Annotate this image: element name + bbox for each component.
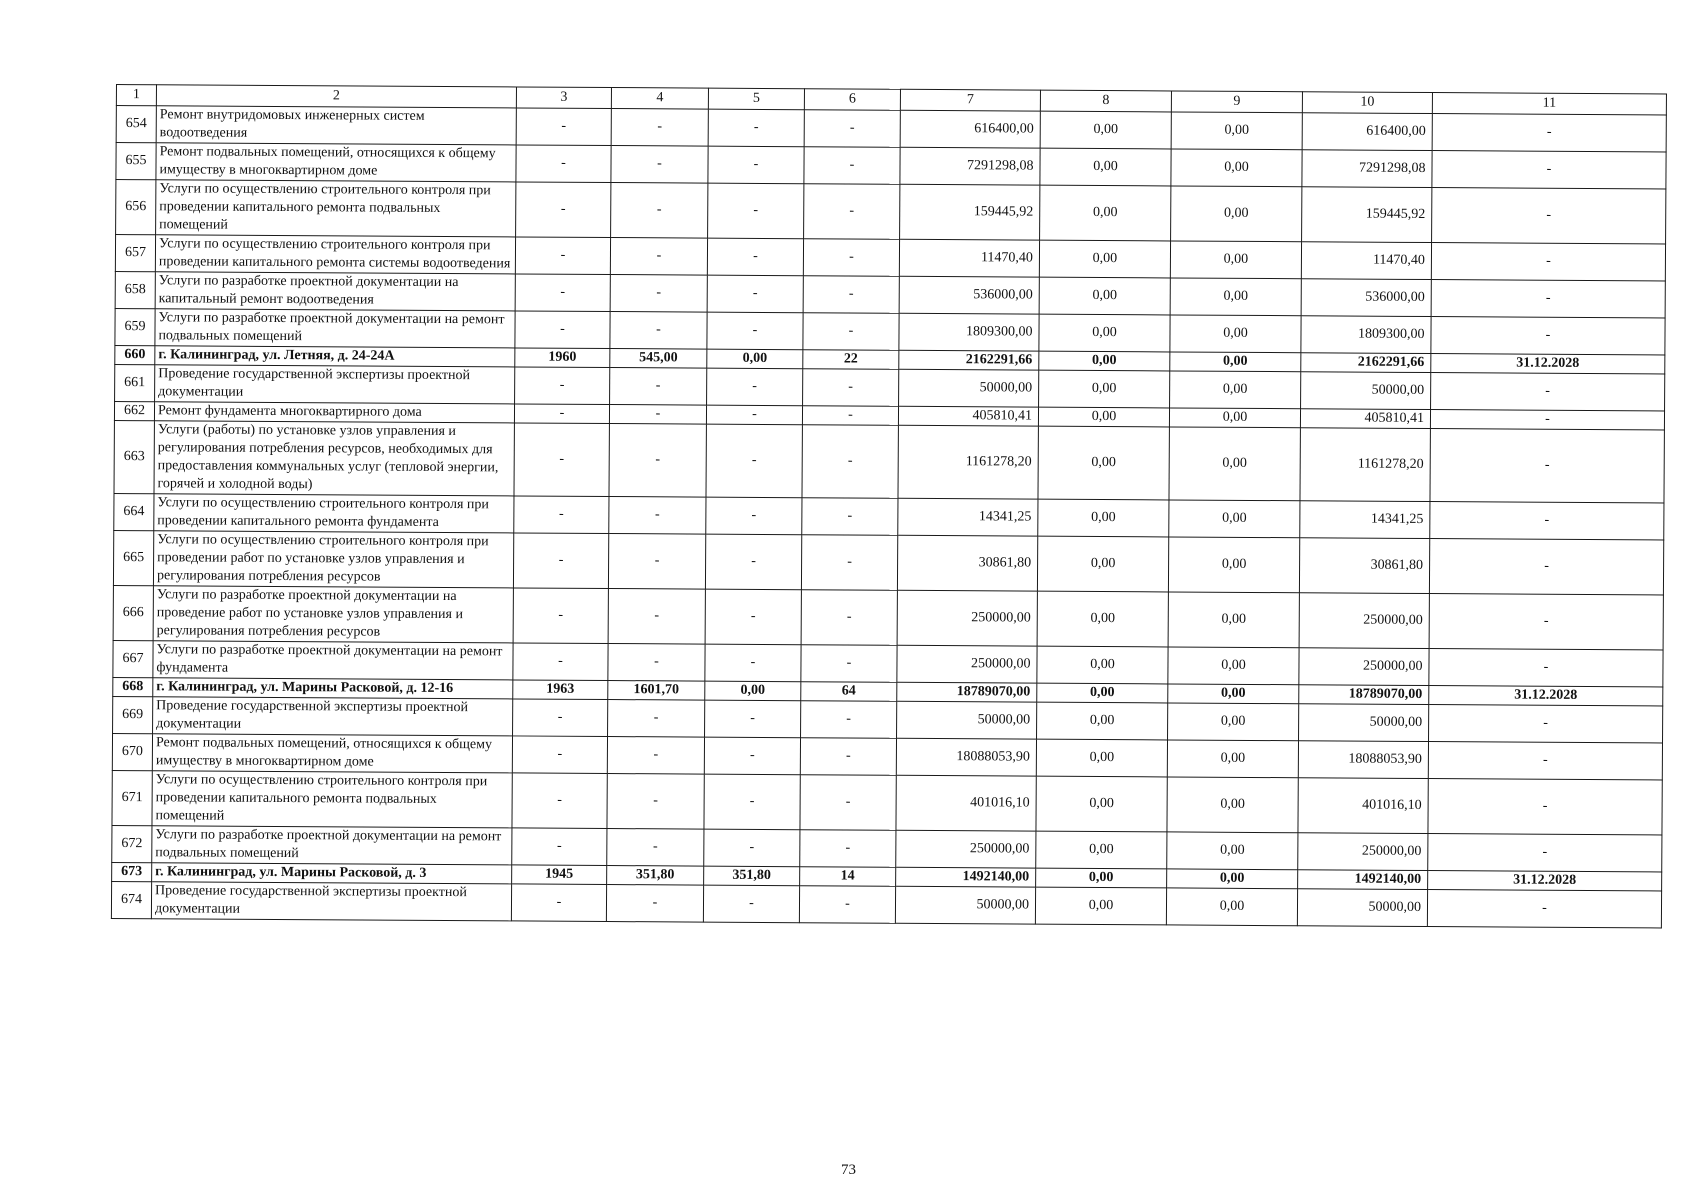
- cost-regional-cell: 0,00: [1171, 149, 1302, 187]
- cost-regional-cell: 0,00: [1168, 647, 1299, 685]
- cost-owners-cell: 30861,80: [1299, 538, 1429, 594]
- cost-total-cell: 536000,00: [899, 276, 1039, 314]
- residents-cell: -: [800, 830, 896, 868]
- cost-owners-cell: 401016,10: [1298, 778, 1428, 834]
- table-row: [116, 180, 1666, 244]
- area-total-cell: 1601,70: [608, 681, 705, 701]
- deadline-cell: -: [1430, 429, 1664, 503]
- residents-cell: -: [803, 313, 899, 351]
- page-number: 73: [841, 1162, 856, 1178]
- cost-federal-cell: 0,00: [1037, 646, 1168, 684]
- col-header-8: 8: [1040, 90, 1171, 112]
- cost-federal-cell: 0,00: [1037, 591, 1168, 647]
- area-other-cell: -: [705, 644, 801, 682]
- cost-owners-cell: 11470,40: [1301, 242, 1431, 280]
- year-built-cell: -: [513, 643, 608, 681]
- cost-regional-cell: 0,00: [1168, 592, 1299, 648]
- year-built-cell: -: [515, 367, 610, 405]
- year-built-cell: -: [512, 736, 607, 774]
- residents-cell: 64: [801, 682, 897, 702]
- col-header-11: 11: [1432, 93, 1666, 115]
- residents-cell: -: [799, 886, 895, 924]
- area-other-cell: -: [704, 774, 800, 830]
- cost-regional-cell: 0,00: [1170, 278, 1301, 316]
- cost-total-cell: 18789070,00: [897, 682, 1037, 702]
- cost-federal-cell: 0,00: [1039, 240, 1170, 278]
- area-other-cell: -: [705, 589, 801, 645]
- cost-total-cell: 2162291,66: [899, 350, 1039, 370]
- area-other-cell: -: [704, 829, 800, 867]
- cost-owners-cell: 616400,00: [1302, 113, 1432, 151]
- col-header-1: 1: [116, 85, 156, 106]
- cost-total-cell: 50000,00: [895, 886, 1035, 924]
- work-name-cell: Услуги по осуществлению строительного контроля при проведении капитального ремонта подвальных помещений: [156, 180, 516, 237]
- cost-owners-cell: 50000,00: [1297, 889, 1427, 927]
- area-other-cell: 0,00: [705, 681, 801, 701]
- area-other-cell: -: [705, 534, 801, 590]
- area-total-cell: -: [608, 644, 705, 682]
- deadline-cell: -: [1429, 594, 1663, 650]
- area-other-cell: -: [707, 238, 803, 276]
- table-row: [112, 770, 1662, 834]
- area-other-cell: -: [708, 109, 804, 147]
- cost-regional-cell: 0,00: [1169, 500, 1300, 538]
- area-other-cell: -: [706, 405, 802, 425]
- cost-federal-cell: 0,00: [1039, 277, 1170, 315]
- residents-cell: -: [804, 184, 900, 240]
- area-other-cell: -: [708, 146, 804, 184]
- cost-regional-cell: 0,00: [1171, 112, 1302, 150]
- cost-owners-cell: 50000,00: [1301, 372, 1431, 410]
- deadline-cell: 31.12.2028: [1428, 871, 1662, 891]
- cost-total-cell: 159445,92: [900, 184, 1040, 240]
- residents-cell: 14: [800, 867, 896, 887]
- cost-total-cell: 7291298,08: [900, 147, 1040, 185]
- work-name-cell: Ремонт подвальных помещений, относящихся к общему имуществу в многоквартирном доме: [156, 143, 516, 182]
- year-built-cell: 1963: [513, 680, 608, 700]
- residents-cell: -: [801, 590, 897, 646]
- cost-regional-cell: 0,00: [1170, 371, 1301, 409]
- deadline-cell: -: [1428, 742, 1662, 780]
- cost-federal-cell: 0,00: [1036, 868, 1167, 888]
- row-number-cell: 668: [113, 677, 153, 696]
- cost-owners-cell: 18088053,90: [1298, 741, 1428, 779]
- residents-cell: -: [802, 425, 898, 499]
- residents-cell: -: [802, 406, 898, 426]
- cost-federal-cell: 0,00: [1038, 499, 1169, 537]
- deadline-cell: -: [1430, 502, 1664, 540]
- cost-owners-cell: 50000,00: [1299, 704, 1429, 742]
- work-name-cell: Ремонт подвальных помещений, относящихся к общему имуществу в многоквартирном доме: [152, 734, 512, 773]
- area-total-cell: 351,80: [607, 866, 704, 886]
- cost-regional-cell: 0,00: [1168, 537, 1299, 593]
- table-row: [113, 530, 1663, 594]
- year-built-cell: -: [515, 311, 610, 349]
- row-number-cell: 656: [116, 180, 156, 235]
- cost-regional-cell: 0,00: [1170, 241, 1301, 279]
- cost-regional-cell: 0,00: [1170, 352, 1301, 372]
- year-built-cell: -: [511, 884, 606, 922]
- cost-total-cell: 250000,00: [897, 645, 1037, 683]
- col-header-4: 4: [611, 88, 708, 110]
- row-number-cell: 671: [112, 770, 152, 825]
- year-built-cell: -: [516, 145, 611, 183]
- row-number-cell: 654: [116, 106, 156, 143]
- cost-regional-cell: 0,00: [1166, 888, 1297, 926]
- year-built-cell: -: [516, 108, 611, 146]
- work-name-cell: Услуги по разработке проектной документации на капитальный ремонт водоотведения: [155, 272, 515, 311]
- residents-cell: -: [804, 147, 900, 185]
- area-total-cell: -: [608, 534, 705, 590]
- deadline-cell: -: [1428, 834, 1662, 872]
- area-total-cell: -: [607, 774, 704, 830]
- cost-federal-cell: 0,00: [1037, 536, 1168, 592]
- row-number-cell: 673: [112, 862, 152, 881]
- work-name-cell: Проведение государственной экспертизы проектной документации: [153, 697, 513, 736]
- year-built-cell: -: [514, 404, 609, 424]
- year-built-cell: 1960: [515, 348, 610, 368]
- deadline-cell: -: [1431, 317, 1665, 355]
- year-built-cell: -: [513, 533, 608, 589]
- cost-federal-cell: 0,00: [1040, 185, 1171, 241]
- work-name-cell: г. Калининград, ул. Летняя, д. 24-24А: [155, 346, 515, 367]
- cost-regional-cell: 0,00: [1167, 740, 1298, 778]
- work-name-cell: Услуги по разработке проектной документации на ремонт подвальных помещений: [155, 309, 515, 348]
- cost-regional-cell: 0,00: [1171, 186, 1302, 242]
- row-number-cell: 669: [113, 696, 153, 733]
- row-number-cell: 655: [116, 143, 156, 180]
- area-total-cell: -: [611, 183, 708, 239]
- residents-cell: -: [800, 775, 896, 831]
- cost-owners-cell: 536000,00: [1301, 279, 1431, 317]
- cost-owners-cell: 1492140,00: [1298, 870, 1428, 890]
- row-number-cell: 665: [113, 530, 153, 585]
- deadline-cell: 31.12.2028: [1429, 686, 1663, 706]
- cost-owners-cell: 1161278,20: [1300, 428, 1430, 502]
- work-name-cell: г. Калининград, ул. Марины Расковой, д. 12-16: [153, 678, 513, 699]
- residents-cell: -: [801, 645, 897, 683]
- deadline-cell: -: [1431, 373, 1665, 411]
- cost-total-cell: 616400,00: [900, 110, 1040, 148]
- cost-owners-cell: 14341,25: [1300, 501, 1430, 539]
- row-number-cell: 659: [115, 308, 155, 345]
- year-built-cell: -: [513, 699, 608, 737]
- cost-total-cell: 250000,00: [896, 830, 1036, 868]
- col-header-7: 7: [900, 89, 1040, 111]
- work-name-cell: Ремонт внутридомовых инженерных систем водоотведения: [156, 106, 516, 145]
- cost-total-cell: 405810,41: [898, 406, 1038, 426]
- cost-owners-cell: 2162291,66: [1301, 353, 1431, 373]
- area-other-cell: 0,00: [707, 349, 803, 369]
- row-number-cell: 662: [114, 401, 154, 420]
- col-header-3: 3: [516, 87, 611, 109]
- deadline-cell: -: [1428, 779, 1662, 835]
- work-name-cell: г. Калининград, ул. Марины Расковой, д. 3: [152, 863, 512, 884]
- cost-federal-cell: 0,00: [1039, 314, 1170, 352]
- cost-federal-cell: 0,00: [1039, 370, 1170, 408]
- row-number-cell: 667: [113, 640, 153, 677]
- area-total-cell: -: [610, 238, 707, 276]
- cost-owners-cell: 250000,00: [1299, 593, 1429, 649]
- cost-total-cell: 30861,80: [897, 535, 1037, 591]
- cost-total-cell: 11470,40: [899, 239, 1039, 277]
- work-name-cell: Услуги по осуществлению строительного контроля при проведении капитального ремонта системы водоотведения: [155, 235, 515, 274]
- work-name-cell: Услуги по осуществлению строительного контроля при проведении капитального ремонта фундамента: [154, 494, 514, 533]
- row-number-cell: 663: [114, 420, 154, 493]
- cost-federal-cell: 0,00: [1036, 776, 1167, 832]
- cost-owners-cell: 7291298,08: [1302, 150, 1432, 188]
- row-number-cell: 658: [115, 271, 155, 308]
- deadline-cell: 31.12.2028: [1431, 354, 1665, 374]
- work-name-cell: Ремонт фундамента многоквартирного дома: [154, 402, 514, 423]
- residents-cell: -: [804, 110, 900, 148]
- year-built-cell: -: [512, 828, 607, 866]
- cost-total-cell: 1492140,00: [896, 867, 1036, 887]
- row-number-cell: 661: [115, 364, 155, 401]
- cost-federal-cell: 0,00: [1038, 426, 1169, 500]
- cost-federal-cell: 0,00: [1038, 407, 1169, 427]
- col-header-9: 9: [1171, 91, 1302, 113]
- residents-cell: -: [803, 369, 899, 407]
- col-header-5: 5: [708, 88, 804, 110]
- work-name-cell: Услуги по разработке проектной документации на ремонт фундамента: [153, 641, 513, 680]
- area-total-cell: -: [609, 424, 706, 498]
- deadline-cell: -: [1430, 410, 1664, 430]
- area-total-cell: -: [607, 737, 704, 775]
- cost-regional-cell: 0,00: [1167, 869, 1298, 889]
- area-other-cell: -: [706, 424, 802, 498]
- col-header-6: 6: [804, 89, 900, 111]
- cost-federal-cell: 0,00: [1040, 111, 1171, 149]
- cost-total-cell: 1161278,20: [898, 425, 1038, 499]
- work-name-cell: Услуги по осуществлению строительного контроля при проведении работ по установке узлов управления и регулирования потребления ресурсов: [153, 531, 513, 588]
- area-total-cell: -: [611, 109, 708, 147]
- residents-cell: 22: [803, 350, 899, 370]
- cost-owners-cell: 405810,41: [1300, 409, 1430, 429]
- area-total-cell: -: [610, 275, 707, 313]
- residents-cell: -: [802, 498, 898, 536]
- area-other-cell: -: [704, 737, 800, 775]
- row-number-cell: 666: [113, 585, 153, 640]
- area-total-cell: -: [609, 405, 706, 425]
- document-sheet: [111, 84, 1666, 928]
- area-other-cell: -: [708, 183, 804, 239]
- area-total-cell: -: [608, 589, 705, 645]
- cost-total-cell: 18088053,90: [896, 738, 1036, 776]
- year-built-cell: -: [513, 588, 608, 644]
- cost-owners-cell: 250000,00: [1299, 648, 1429, 686]
- area-other-cell: -: [703, 885, 799, 923]
- cost-total-cell: 50000,00: [897, 701, 1037, 739]
- area-other-cell: -: [706, 497, 802, 535]
- year-built-cell: -: [514, 423, 609, 497]
- deadline-cell: -: [1429, 705, 1663, 743]
- cost-regional-cell: 0,00: [1169, 427, 1300, 501]
- residents-cell: -: [801, 535, 897, 591]
- table-row: [113, 585, 1663, 649]
- area-other-cell: -: [707, 368, 803, 406]
- year-built-cell: -: [515, 274, 610, 312]
- row-number-cell: 660: [115, 345, 155, 364]
- area-total-cell: -: [608, 700, 705, 738]
- row-number-cell: 657: [115, 235, 155, 272]
- cost-total-cell: 14341,25: [898, 498, 1038, 536]
- cost-owners-cell: 1809300,00: [1301, 316, 1431, 354]
- cost-federal-cell: 0,00: [1036, 739, 1167, 777]
- area-other-cell: -: [707, 312, 803, 350]
- area-total-cell: -: [611, 146, 708, 184]
- work-name-cell: Услуги по разработке проектной документации на проведение работ по установке узлов управления и регулирования потребления ресурсов: [153, 586, 513, 643]
- year-built-cell: 1945: [512, 865, 607, 885]
- deadline-cell: -: [1431, 280, 1665, 318]
- cost-regional-cell: 0,00: [1167, 777, 1298, 833]
- table-row: [114, 420, 1664, 502]
- year-built-cell: -: [514, 496, 609, 534]
- cost-total-cell: 50000,00: [899, 369, 1039, 407]
- row-number-cell: 674: [111, 881, 151, 918]
- area-total-cell: -: [609, 497, 706, 535]
- cost-regional-cell: 0,00: [1168, 684, 1299, 704]
- cost-owners-cell: 18789070,00: [1299, 685, 1429, 705]
- cost-federal-cell: 0,00: [1036, 831, 1167, 869]
- area-total-cell: -: [607, 829, 704, 867]
- cost-federal-cell: 0,00: [1035, 887, 1166, 925]
- area-total-cell: -: [610, 368, 707, 406]
- cost-regional-cell: 0,00: [1167, 832, 1298, 870]
- cost-total-cell: 1809300,00: [899, 313, 1039, 351]
- col-header-2: 2: [156, 85, 516, 108]
- deadline-cell: -: [1432, 188, 1666, 244]
- residents-cell: -: [800, 738, 896, 776]
- deadline-cell: -: [1431, 243, 1665, 281]
- cost-total-cell: 401016,10: [896, 775, 1036, 831]
- cost-federal-cell: 0,00: [1037, 683, 1168, 703]
- work-name-cell: Услуги (работы) по установке узлов управления и регулирования потребления ресурсов, необходимых для предоставления коммунальных услуг (тепловой энергии, горячей и холодной воды): [154, 421, 514, 496]
- work-name-cell: Услуги по осуществлению строительного контроля при проведении капитального ремонта подвальных помещений: [152, 771, 512, 828]
- deadline-cell: -: [1432, 151, 1666, 189]
- table-body: [111, 106, 1666, 928]
- area-total-cell: 545,00: [610, 349, 707, 369]
- work-name-cell: Услуги по разработке проектной документации на ремонт подвальных помещений: [152, 826, 512, 865]
- cost-owners-cell: 250000,00: [1298, 833, 1428, 871]
- area-total-cell: -: [610, 312, 707, 350]
- cost-federal-cell: 0,00: [1039, 351, 1170, 371]
- area-total-cell: -: [606, 885, 703, 923]
- row-number-cell: 664: [114, 493, 154, 530]
- year-built-cell: -: [515, 237, 610, 275]
- residents-cell: -: [803, 239, 899, 277]
- work-name-cell: Проведение государственной экспертизы проектной документации: [151, 882, 511, 921]
- work-name-cell: Проведение государственной экспертизы проектной документации: [155, 365, 515, 404]
- cost-federal-cell: 0,00: [1037, 702, 1168, 740]
- year-built-cell: -: [516, 182, 611, 238]
- deadline-cell: -: [1432, 114, 1666, 152]
- row-number-cell: 670: [112, 733, 152, 770]
- cost-federal-cell: 0,00: [1040, 148, 1171, 186]
- deadline-cell: -: [1429, 649, 1663, 687]
- year-built-cell: -: [512, 773, 607, 829]
- area-other-cell: -: [705, 700, 801, 738]
- area-other-cell: 351,80: [704, 866, 800, 886]
- cost-regional-cell: 0,00: [1170, 315, 1301, 353]
- col-header-10: 10: [1302, 92, 1432, 114]
- deadline-cell: -: [1427, 890, 1661, 928]
- capital-repair-table: [111, 84, 1667, 928]
- cost-regional-cell: 0,00: [1169, 408, 1300, 428]
- residents-cell: -: [801, 701, 897, 739]
- cost-regional-cell: 0,00: [1168, 703, 1299, 741]
- residents-cell: -: [803, 276, 899, 314]
- cost-owners-cell: 159445,92: [1302, 187, 1432, 243]
- deadline-cell: -: [1429, 539, 1663, 595]
- cost-total-cell: 250000,00: [897, 590, 1037, 646]
- row-number-cell: 672: [112, 825, 152, 862]
- area-other-cell: -: [707, 275, 803, 313]
